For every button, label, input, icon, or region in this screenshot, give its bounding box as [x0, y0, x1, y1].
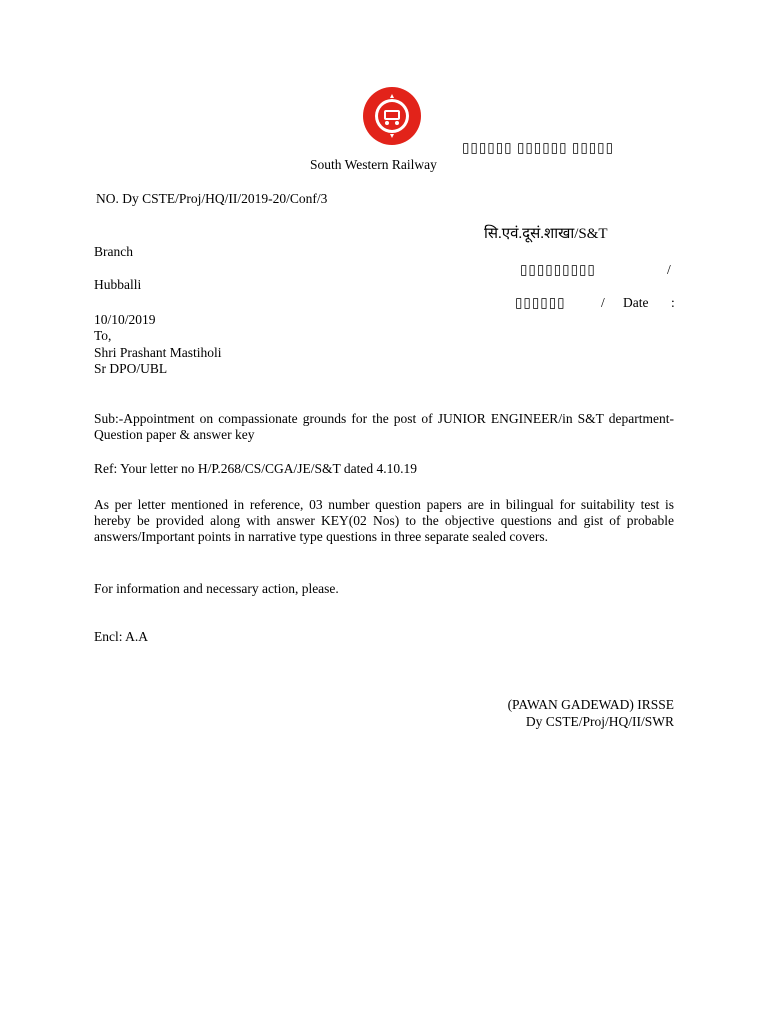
- reference: Ref: Your letter no H/P.268/CS/CGA/JE/S&T dated 4.10.19: [94, 461, 418, 476]
- branch-hindi: सि.एवं.दूसं.शाखा/S&T: [484, 226, 608, 242]
- date-value: 10/10/2019: [94, 312, 156, 327]
- date-slash: /: [601, 295, 605, 310]
- city: Hubballi: [94, 277, 142, 292]
- enclosure: Encl: A.A: [94, 629, 148, 644]
- recipient-designation: Sr DPO/UBL: [94, 361, 168, 376]
- railway-name: South Western Railway: [310, 157, 437, 172]
- date-label: Date: [623, 295, 649, 310]
- signatory-name: (PAWAN GADEWAD) IRSSE: [507, 697, 674, 712]
- office-hindi: ▯▯▯▯▯▯▯▯▯: [520, 262, 596, 277]
- date-hindi: ▯▯▯▯▯▯: [515, 295, 566, 310]
- date-colon: :: [671, 295, 675, 310]
- signatory-designation: Dy CSTE/Proj/HQ/II/SWR: [525, 714, 674, 729]
- hindi-railway-title: ▯▯▯▯▯▯ ▯▯▯▯▯▯ ▯▯▯▯▯: [462, 140, 615, 155]
- body-paragraph: As per letter mentioned in reference, 03 number question papers are in bilingual for suitability test is hereby be provided along with answer KEY(02 Nos) to the objective questions and gist of probable answers/Important points in narrative type questions in three separate sealed covers.: [94, 497, 674, 544]
- branch-label: Branch: [94, 244, 133, 259]
- office-slash: /: [667, 262, 671, 277]
- recipient-name: Shri Prashant Mastiholi: [94, 345, 222, 360]
- subject: Sub:-Appointment on compassionate grounds for the post of JUNIOR ENGINEER/in S&T department-Question paper & answer key: [94, 411, 674, 442]
- closing-line: For information and necessary action, please.: [94, 581, 339, 596]
- indian-railways-emblem-icon: [362, 86, 422, 146]
- recipient-to: To,: [94, 328, 112, 343]
- letter-number: NO. Dy CSTE/Proj/HQ/II/2019-20/Conf/3: [96, 191, 328, 206]
